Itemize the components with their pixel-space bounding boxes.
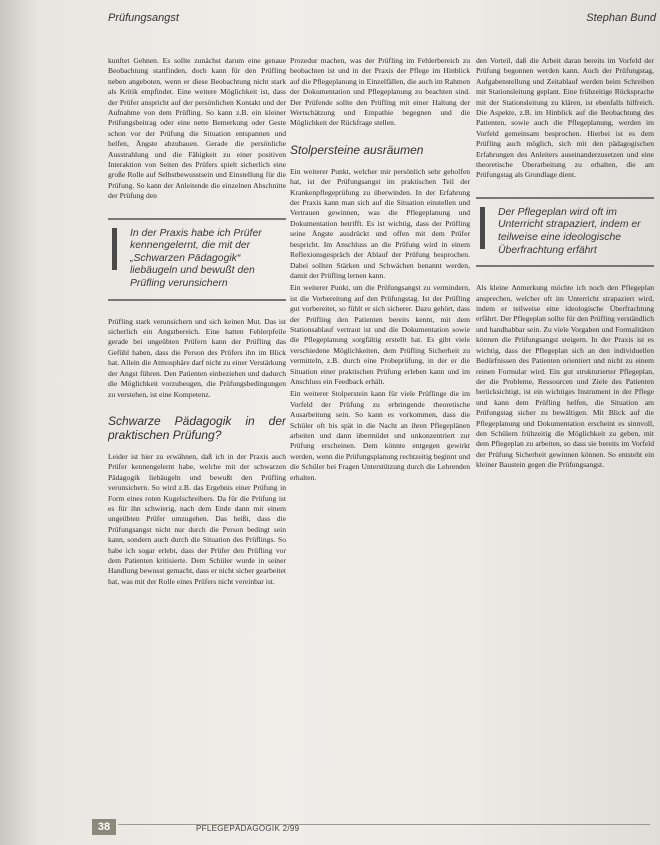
paragraph: Ein weiterer Punkt, welcher mir persönlich sehr geholfen hat, ist der Prüfungsangst im praktischen Teil der Krankenpflegeprüfung zu überwinden. In der Erfahrung der Praxis kann man sich auf die Situation einstellen und Vertrauen gewinnen, was die Pflegeplanung und Dokumentation betrifft. Es ist wichtig, dass der Prüfling seine Ängste ausdrückt und offen mit dem Prüfer bespricht. Im Anschluss an die Prüfung wird in einem Reflexionsgespräch der Ablauf der Prüfung besprochen. Dabei sollten Stärken und Schwächen benannt werden, damit der Prüfling lernen kann. bbox=[290, 166, 470, 280]
paragraph: Ein weiterer Stolperstein kann für viele Prüflinge die im Vorfeld der Prüfung zu erbringende theoretische Ausarbeitung sein. So kann es vorkommen, dass die Schüler oft bis spät in die Nacht an ihren Pflegeplänen arbeiten und dann übermüdet und unkonzentriert zur Prüfung erscheinen. Dem könnte entgegen gewirkt werden, wenn die Prüfungsplanung rechtzeitig beginnt und die Schüler bei Fragen Unterstützung durch die Lehrenden erhalten. bbox=[290, 389, 470, 482]
section-heading: Stolpersteine ausräumen bbox=[290, 142, 424, 157]
quote-bar-icon bbox=[112, 228, 117, 270]
paragraph: Als kleine Anmerkung möchte ich noch den Pflegeplan ansprechen, welcher oft im Unterricht strapaziert wird, indem er teilweise eine ideologische Überfrachtung erfährt. Der Pflegeplan sollte für den Prüfling verständlich und handhabbar sein. Zu viele Vorgaben und Formalitäten können die Prüfungsangst steigern. In der Praxis ist es wichtig, dass der Pflegeplan sich an den individuellen Bedürfnissen des Patienten orientiert und nicht zu einem reinen Formular wird. Ein gut strukturierter Pflegeplan, der die Probleme, Ressourcen und Ziele des Patienten berücksichtigt, ist ein wichtiges Instrument in der Pflege und kann dem Prüfling helfen, die Situation am Prüfungstag sicher zu bewältigen. Mit Blick auf die Pflegeplanung und Dokumentation erscheint es sinnvoll, den Schülern frühzeitig die Möglichkeit zu geben, mit dem Pflegeplan zu arbeiten, so dass sie bereits im Vorfeld der Prüfung Sicherheit gewinnen können. So entsteht ein kleiner Baustein gegen die Prüfungsangst. bbox=[476, 283, 654, 470]
pull-quote bbox=[108, 218, 286, 301]
pull-quote-text: In der Praxis habe ich Prüfer kennengelernt, die mit der „Schwarzen Pädagogik“ liebäugeln und bewußt den Prüfling verunsichern bbox=[130, 227, 262, 290]
quote-bar-icon bbox=[480, 207, 485, 249]
running-head-author: Stephan Bund bbox=[586, 12, 656, 24]
pull-quote-text: Der Pflegeplan wird oft im Unterricht strapaziert, indem er teilweise eine ideologische Überfrachtung erfährt bbox=[498, 206, 641, 256]
paragraph: Prüfling stark verunsichern und sich keinen Mut. Das ist sicherlich ein Angstbereich. Eine hatten Fehlerpfeile gerade bei ungeübten Prüfern kann der Prüfling das Gefühl haben, dass die Person des Prüfers ihn im Blick hat. Allein die Atmosphäre darf nicht zu einer Verstärkung der Angst führen. Den Patienten einbeziehen und dadurch die Möglichkeit vorzubeugen, die Prüfungsbedingungen zu verstehen, ist eine Kompetenz. bbox=[108, 316, 286, 399]
column-2 bbox=[290, 56, 470, 808]
paragraph: Ein weiterer Punkt, um die Prüfungsangst zu vermindern, ist die Vorbereitung auf den Prüfungstag. Ist der Prüfling gut vorbereitet, so fühlt er sich sicherer. Dazu gehört, dass der Prüfling den Patienten bereits kennt, mit dem Stationsablauf vertraut ist und die Dokumentation sowie die Pflegeplanung sorgfältig erstellt hat. Es gibt viele verschiedene Möglichkeiten, dem Prüfling Sicherheit zu vermitteln, z.B. durch eine Probeprüfung, in der er die Situation einer praktischen Prüfung erleben kann und im Anschluss ein Feedback erhält. bbox=[290, 283, 470, 386]
column-1 bbox=[108, 56, 286, 808]
paragraph: Leider ist hier zu erwähnen, daß ich in der Praxis auch Prüfer kennengelernt habe, welche mit der schwarzen Pädagogik liebäugeln und bewußt den Prüfling verunsichern. So wird z.B. das Ergebnis einer Prüfung in Form eines roten Kugelschreibers. Da für die Prüfung ist es für ihn schwierig, nach dem Ende dann mit einem ungeübten Prüfer umzugehen. Das heißt, dass die Prüfungsangst nicht nur durch die Person bedingt sein kann, sondern auch durch die Situation des Prüflings. So habe ich sogar erlebt, dass der Prüfer den Prüfling vor dem Patienten kritisierte. Dem Schüler wurde in seiner Handlung bewusst gemacht, dass er nicht sicher gearbeitet hat, was mit der Rolle eines Prüfers nicht vereinbar ist. bbox=[108, 451, 286, 586]
page-number: 38 bbox=[92, 819, 116, 835]
paragraph: den Vorteil, daß die Arbeit daran bereits im Vorfeld der Prüfung begonnen werden kann. Auch der Prüfungstag, Aufgabenstellung und Zeitablauf werden beim Schreiben mit Stationsleitung geplant. Eine frühzeitige Rücksprache mit der Stationsleitung zu klären, ist ebenfalls hilfreich. Die Aspekte, z.B. im Hinblick auf die Beobachtung des Patienten, sowie auch die Pflegeplanung, werden im Vorfeld gemeinsam besprochen. Hierbei ist es dem Prüfling auch möglich, sich mit den pädagogischen Erfahrungen des Anleiters auseinanderzusetzen und eine theoretische Überarbeitung zu erhalten, die am Prüfungstag als Grundlage dient. bbox=[476, 56, 654, 180]
running-head-section: Prüfungsangst bbox=[108, 12, 179, 24]
paragraph: Prozedur machen, was der Prüfling im Fehlerbereich zu beobachten ist und in der Praxis der Pflege im Hinblick auf die Pflegeplanung in Einzelfällen, die auch im Rahmen der Dokumentation und Pflegeplanung zu beachten sind. Der Prüfende sollte den Prüfling mit einer Haltung der Wertschätzung und Empathie begegnen und die Möglichkeit der Rückfrage stellen. bbox=[290, 56, 470, 128]
section-heading: Schwarze Pädagogik in der praktischen Prüfung? bbox=[108, 413, 286, 442]
column-3 bbox=[476, 56, 654, 808]
journal-name: PFLEGEPÄDAGOGIK 2/99 bbox=[196, 824, 300, 833]
pull-quote bbox=[476, 197, 654, 267]
paragraph: kunftet Gehnen. Es sollte zunächst darum eine genaue Beobachtung stattfinden, doch kann für den Prüfling neben angeboten, wenn er diese Beobachtung nicht stark als Kritik empfindet. Eine weitere Möglichkeit ist, dass der Prüfer anspricht auf der persönlichen Kontakt und der Aufnahme von dem Prüfling. So kann z.B. ein kleiner Prüfungsbeitrag oder eine nette Bemerkung oder Geste schon vor der Prüfung die Situation entspannen und helfen, Ängste abzubauen. Gerade die persönliche Ausstrahlung und die Fähigkeit zu einer positiven Interaktion von Seiten des Prüfers spielt sicherlich eine große Rolle auf Selbstbewusstsein und Einstellung für die Prüfung. So kann der Anleitende die einzelnen Abschnitte der Prüfung den bbox=[108, 56, 286, 201]
